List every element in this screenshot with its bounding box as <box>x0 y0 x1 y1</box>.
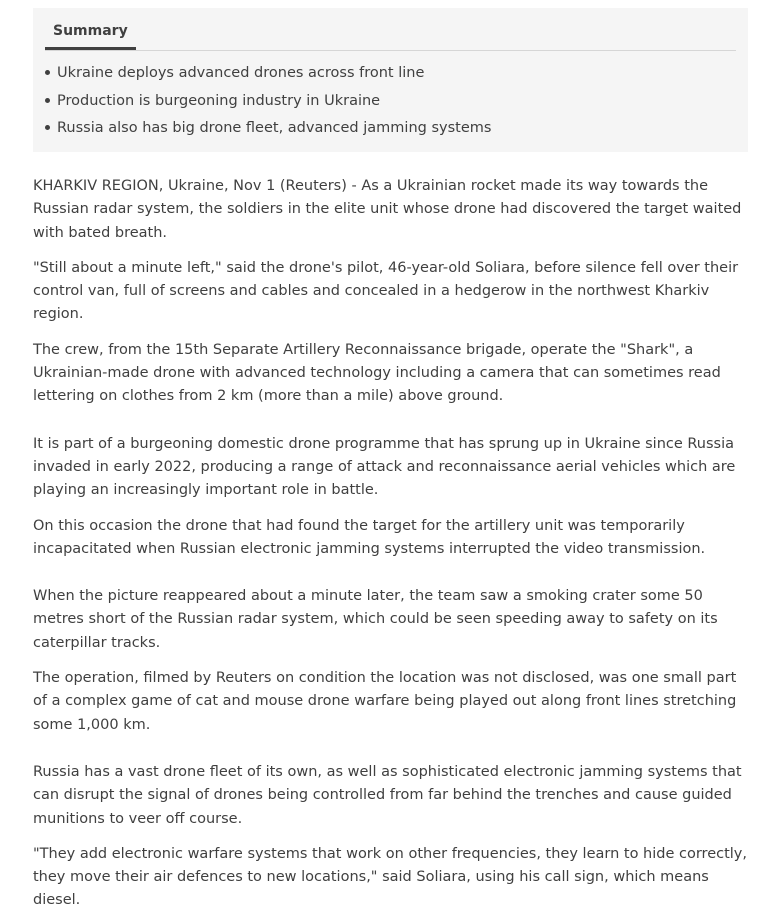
summary-item-text: Ukraine deploys advanced drones across front line <box>57 65 425 81</box>
summary-box <box>33 8 748 152</box>
article-paragraph: "They add electronic warfare systems that work on other frequencies, they learn to hide correctly, they move their air defences to new locations," said Soliara, using his call sign, which means diesel. <box>33 845 747 909</box>
summary-list <box>45 62 491 145</box>
article-body <box>33 175 751 913</box>
article-paragraph: It is part of a burgeoning domestic drone programme that has sprung up in Ukraine since Russia invaded in early 2022, producing a range of attack and reconnaissance aerial vehicles which are playing an increasingly important role in battle. <box>33 435 736 499</box>
summary-item <box>45 117 491 145</box>
summary-item-text: Production is burgeoning industry in Ukraine <box>57 92 381 109</box>
article-paragraph: Russia has a vast drone fleet of its own, as well as sophisticated electronic jamming systems that can disrupt the signal of drones being controlled from far behind the trenches and cause guided munitions to veer off course. <box>33 763 742 827</box>
summary-item <box>45 62 491 90</box>
bullet-icon <box>45 70 50 75</box>
article-paragraph: The operation, filmed by Reuters on condition the location was not disclosed, was one small part of a complex game of cat and mouse drone warfare being played out along front lines stretching some 1,000 km. <box>33 670 737 733</box>
bullet-icon <box>45 125 50 130</box>
tab-summary[interactable]: Summary <box>45 8 136 50</box>
article-paragraph: On this occasion the drone that had found the target for the artillery unit was temporarily incapacitated when Russian electronic jamming systems interrupted the video transmission. <box>33 517 706 557</box>
bullet-icon <box>45 98 50 103</box>
article-paragraph: When the picture reappeared about a minute later, the team saw a smoking crater some 50 metres short of the Russian radar system, which could be seen speeding away to safety on its caterpillar tracks. <box>33 588 718 651</box>
summary-item-text: Russia also has big drone fleet, advanced jamming systems <box>57 120 492 136</box>
article-paragraph: The crew, from the 15th Separate Artillery Reconnaissance brigade, operate the "Shark", a Ukrainian-made drone with advanced technology including a camera that can sometimes read lettering on clothes from 2 km (more than a mile) above ground. <box>33 341 721 405</box>
article-paragraph: KHARKIV REGION, Ukraine, Nov 1 (Reuters) - As a Ukrainian rocket made its way towards the Russian radar system, the soldiers in the elite unit whose drone had discovered the target waited with bated breath. <box>33 178 742 241</box>
summary-tab-bar <box>45 8 736 51</box>
summary-item <box>45 90 491 118</box>
article-paragraph: "Still about a minute left," said the drone's pilot, 46-year-old Soliara, before silence fell over their control van, full of screens and cables and concealed in a hedgerow in the northwest Kharkiv region. <box>33 259 739 323</box>
